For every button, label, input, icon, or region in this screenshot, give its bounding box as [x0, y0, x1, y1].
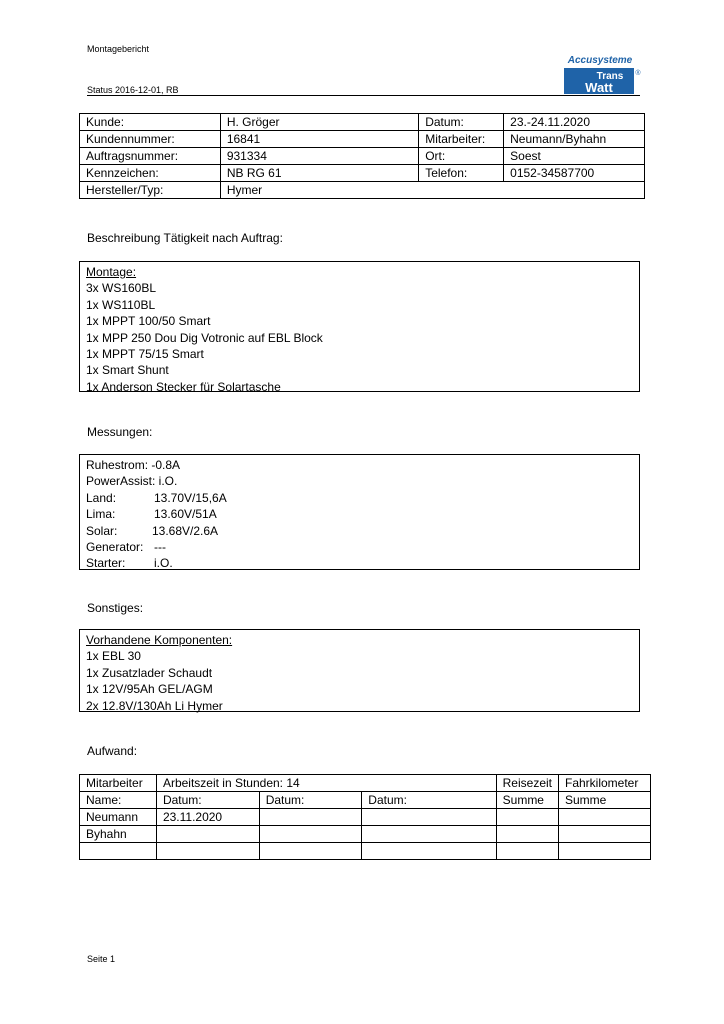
empty-cell — [156, 826, 259, 843]
kunde-label: Kunde: — [80, 114, 221, 131]
table-row — [80, 114, 645, 131]
name-header: Name: — [80, 792, 157, 809]
empty-cell — [362, 826, 496, 843]
name-cell: Neumann — [80, 809, 157, 826]
measurement-row — [86, 457, 633, 473]
reisezeit-header: Reisezeit — [496, 775, 558, 792]
mitarbeiter-header: Mitarbeiter — [80, 775, 157, 792]
measurement-label: Starter: — [86, 556, 126, 571]
fahrkilometer-header: Fahrkilometer — [559, 775, 651, 792]
sonstiges-heading: Sonstiges: — [87, 601, 144, 615]
datum-header: Datum: — [362, 792, 496, 809]
table-row — [80, 792, 651, 809]
list-item: 1x 12V/95Ah GEL/AGM — [86, 682, 213, 697]
measurement-label: PowerAssist: i.O. — [86, 474, 178, 489]
measurement-label: Ruhestrom: -0.8A — [86, 458, 181, 472]
table-row — [80, 131, 645, 148]
document-title: Montagebericht — [87, 44, 150, 54]
aufwand-heading: Aufwand: — [87, 744, 138, 758]
kennzeichen-label: Kennzeichen: — [80, 165, 221, 182]
measurement-label: Generator: — [86, 539, 144, 554]
empty-cell — [259, 826, 362, 843]
kennzeichen-value: NB RG 61 — [220, 165, 418, 182]
table-row — [80, 843, 651, 860]
measurement-label: Solar: — [86, 523, 118, 538]
measurement-label: Land: — [86, 490, 117, 505]
datum-label: Datum: — [419, 114, 504, 131]
empty-cell — [259, 843, 362, 860]
telefon-label: Telefon: — [419, 165, 504, 182]
hersteller-value: Hymer — [220, 182, 644, 199]
table-row — [80, 809, 651, 826]
mitarbeiter-value: Neumann/Byhahn — [504, 131, 645, 148]
kunde-value: H. Gröger — [220, 114, 418, 131]
komponenten-title: Vorhandene Komponenten: — [86, 633, 233, 647]
measurement-value: 13.60V/51A — [154, 507, 217, 522]
table-row — [80, 775, 651, 792]
empty-cell — [559, 826, 651, 843]
table-row — [80, 148, 645, 165]
list-item: 1x Zusatzlader Schaudt — [86, 665, 213, 680]
name-cell: Byhahn — [80, 826, 157, 843]
table-row — [80, 826, 651, 843]
measurement-row — [86, 473, 633, 489]
mitarbeiter-label: Mitarbeiter: — [419, 131, 504, 148]
messungen-box — [79, 454, 640, 570]
table-row — [80, 165, 645, 182]
list-item: 2x 12.8V/130Ah Li Hymer — [86, 698, 223, 713]
measurement-label: Lima: — [86, 507, 116, 522]
ort-value: Soest — [504, 148, 645, 165]
measurement-value: --- — [154, 539, 166, 554]
empty-cell — [80, 843, 157, 860]
empty-cell — [496, 843, 558, 860]
measurement-value: 13.68V/2.6A — [152, 523, 219, 538]
datum-header: Datum: — [156, 792, 259, 809]
messungen-heading: Messungen: — [87, 425, 153, 439]
measurement-row — [86, 523, 633, 539]
list-item: 1x MPPT 100/50 Smart — [86, 314, 211, 329]
summe-header: Summe — [559, 792, 651, 809]
list-item: 1x Anderson Stecker für Solartasche — [86, 379, 281, 394]
measurement-row — [86, 555, 633, 571]
customer-info-table — [79, 113, 645, 199]
logo-text-bottom: Watt — [585, 80, 613, 95]
list-item: 1x MPPT 75/15 Smart — [86, 346, 204, 361]
status-line: Status 2016-12-01, RB — [87, 85, 179, 95]
measurement-value: i.O. — [154, 556, 173, 571]
kundennummer-value: 16841 — [220, 131, 418, 148]
company-logo — [558, 53, 642, 97]
empty-cell — [559, 809, 651, 826]
sonstiges-box — [79, 629, 640, 712]
datum-header: Datum: — [259, 792, 362, 809]
table-row — [80, 182, 645, 199]
aufwand-table — [79, 774, 651, 860]
montage-box — [79, 261, 640, 392]
logo-text-mid: Trans — [596, 71, 624, 82]
list-item: 1x WS110BL — [86, 297, 156, 312]
page-number: Seite 1 — [87, 954, 116, 964]
empty-cell — [559, 843, 651, 860]
list-item: 3x WS160BL — [86, 281, 157, 296]
measurement-row — [86, 539, 633, 555]
auftragsnummer-value: 931334 — [220, 148, 418, 165]
empty-cell — [259, 809, 362, 826]
list-item: 1x EBL 30 — [86, 649, 141, 664]
empty-cell — [496, 809, 558, 826]
auftragsnummer-label: Auftragsnummer: — [80, 148, 221, 165]
measurement-row — [86, 490, 633, 506]
measurement-value: 13.70V/15,6A — [154, 490, 227, 505]
empty-cell — [496, 826, 558, 843]
hersteller-label: Hersteller/Typ: — [80, 182, 221, 199]
list-item: 1x Smart Shunt — [86, 363, 169, 378]
datum-value: 23.-24.11.2020 — [504, 114, 645, 131]
logo-text-top: Accusysteme — [567, 55, 633, 66]
empty-cell — [362, 809, 496, 826]
datum-cell: 23.11.2020 — [156, 809, 259, 826]
registered-mark: ® — [635, 70, 641, 77]
empty-cell — [362, 843, 496, 860]
list-item: 1x MPP 250 Dou Dig Votronic auf EBL Block — [86, 330, 323, 345]
ort-label: Ort: — [419, 148, 504, 165]
empty-cell — [156, 843, 259, 860]
telefon-value: 0152-34587700 — [504, 165, 645, 182]
beschreibung-heading: Beschreibung Tätigkeit nach Auftrag: — [87, 231, 283, 245]
kundennummer-label: Kundennummer: — [80, 131, 221, 148]
montage-title: Montage: — [86, 265, 137, 279]
arbeitszeit-header: Arbeitszeit in Stunden: 14 — [156, 775, 496, 792]
measurement-row — [86, 506, 633, 522]
summe-header: Summe — [496, 792, 558, 809]
